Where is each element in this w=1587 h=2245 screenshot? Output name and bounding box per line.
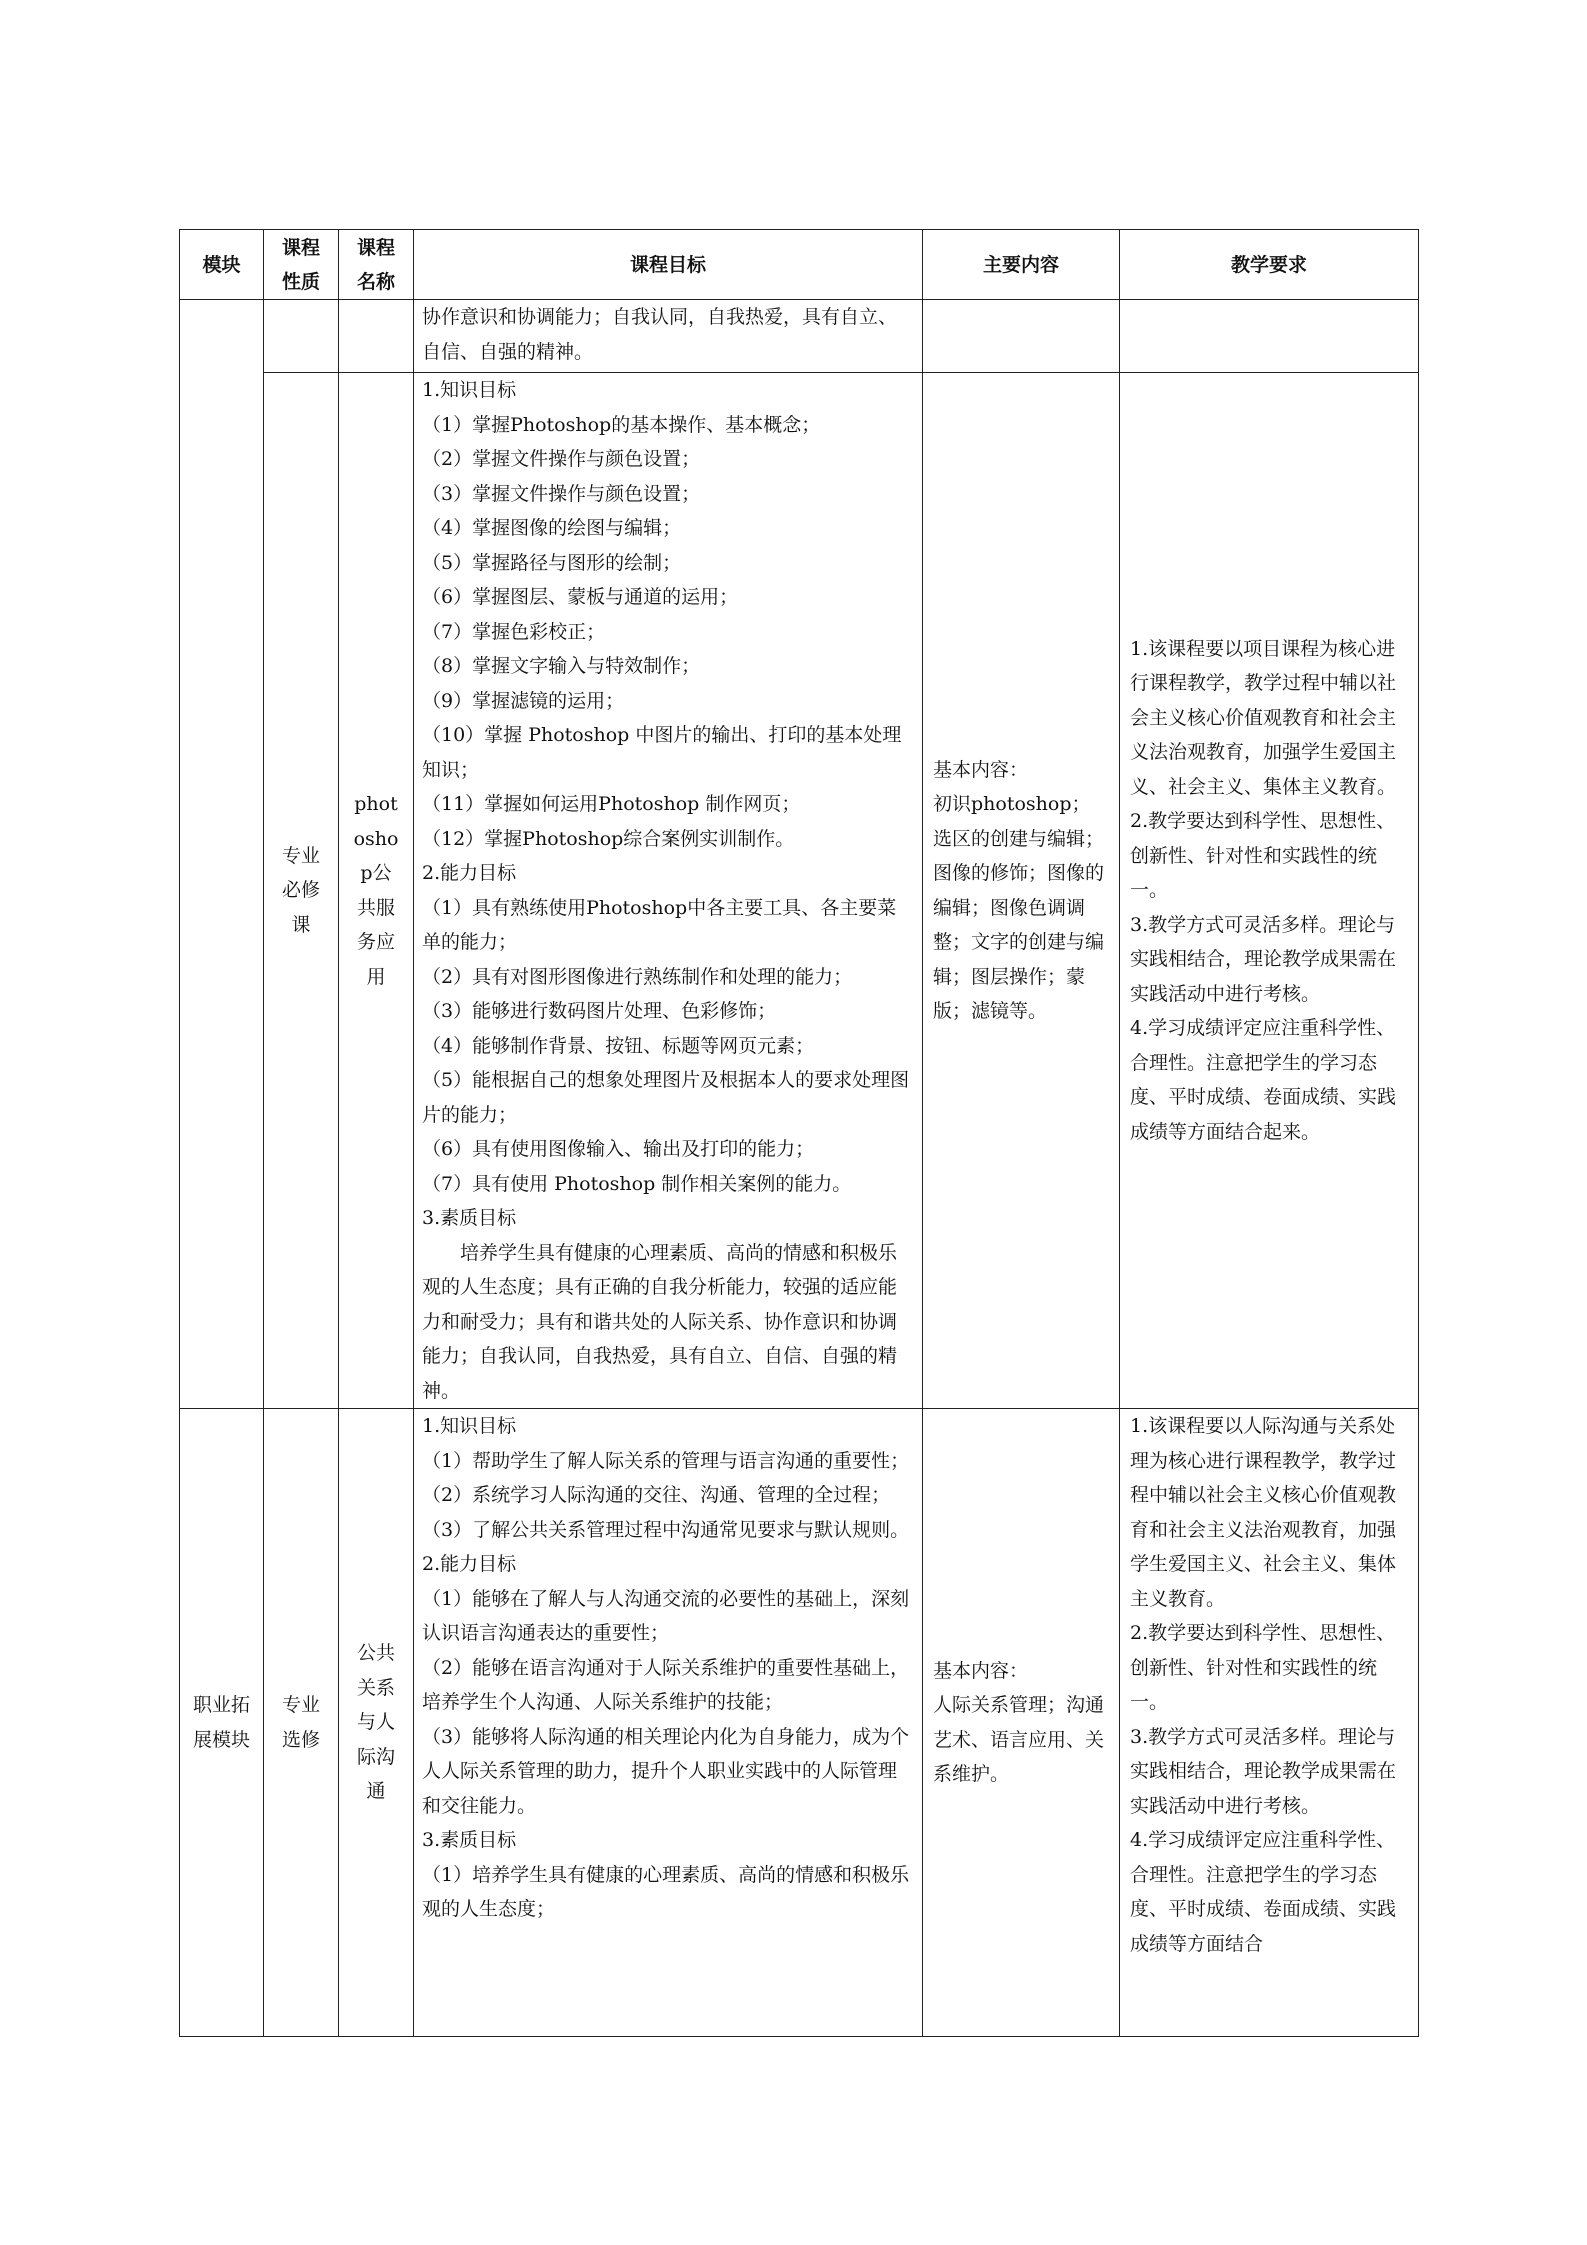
goal-line: 2.能力目标 [422, 1553, 517, 1575]
header-course-nature: 课程性质 [264, 230, 339, 300]
goal-paragraph: 培养学生具有健康的心理素质、高尚的情感和积极乐观的人生态度；具有正确的自我分析能力，较强的适应能力和耐受力；具有和谐共处的人际关系、协作意识和协调能力；自我认同，自我热爱，具有自立、自信、自强的精神。 [422, 1241, 898, 1402]
goal-line: （6）掌握图层、蒙板与通道的运用； [422, 586, 739, 608]
goal-line: （2）具有对图形图像进行熟练制作和处理的能力； [422, 965, 853, 988]
goal-line: （11）掌握如何运用Photoshop 制作网页； [422, 793, 801, 815]
curriculum-table [179, 229, 1419, 2037]
goal-line: （4）掌握图像的绘图与编辑； [422, 517, 682, 539]
requirement-item: 4.学习成绩评定应注重科学性、合理性。注意把学生的学习态度、平时成绩、卷面成绩、实践成绩等方面结合 [1130, 1829, 1397, 1955]
header-module: 模块 [180, 230, 264, 300]
content-cell [923, 373, 1120, 1409]
course-name-cell: 公共关系与人际沟通 [339, 1409, 414, 2037]
goal-line: 3.素质目标 [422, 1207, 517, 1229]
goal-line: （4）能够制作背景、按钮、标题等网页元素； [422, 1034, 815, 1057]
requirement-item: 2.教学要达到科学性、思想性、创新性、针对性和实践性的统一。 [1130, 1622, 1396, 1713]
goal-line: （2）能够在语言沟通对于人际关系维护的重要性基础上，培养学生个人沟通、人际关系维护的技能； [422, 1656, 910, 1713]
requirement-cell [1120, 1409, 1419, 2037]
goal-line: （1）培养学生具有健康的心理素质、高尚的情感和积极乐观的人生态度； [422, 1863, 910, 1920]
module-cell: 职业拓展模块 [180, 1409, 264, 2037]
header-main-content: 主要内容 [923, 230, 1120, 300]
requirement-item: 3.教学方式可灵活多样。理论与实践相结合，理论教学成果需在实践活动中进行考核。 [1130, 913, 1397, 1005]
requirement-item: 1.该课程要以项目课程为核心进行课程教学，教学过程中辅以社会主义核心价值观教育和社会主义法治观教育，加强学生爱国主义、社会主义、集体主义教育。 [1130, 637, 1397, 798]
goal-line: （7）具有使用 Photoshop 制作相关案例的能力。 [422, 1172, 852, 1195]
goal-line: （1）能够在了解人与人沟通交流的必要性的基础上，深刻认识语言沟通表达的重要性； [422, 1587, 910, 1644]
header-course-name: 课程名称 [339, 230, 414, 300]
requirement-cell [1120, 373, 1419, 1409]
content-line: 基本内容： [933, 1659, 1029, 1682]
course-name-cell: photoshop公共服务应用 [339, 373, 414, 1409]
header-teaching-requirement: 教学要求 [1120, 230, 1419, 300]
goal-line: 1.知识目标 [422, 1415, 517, 1437]
module-cell-empty [180, 300, 264, 1409]
table-row [180, 1409, 1419, 2037]
content-list [933, 1654, 1109, 1792]
goal-line: （1）具有熟练使用Photoshop中各主要工具、各主要菜单的能力； [422, 896, 897, 953]
requirement-item: 1.该课程要以人际沟通与关系处理为核心进行课程教学，教学过程中辅以社会主义核心价值观教育和社会主义法治观教育，加强学生爱国主义、社会主义、集体主义教育。 [1130, 1415, 1397, 1610]
goal-line: （12）掌握Photoshop综合案例实训制作。 [422, 827, 795, 850]
goal-line: 1.知识目标 [422, 379, 517, 401]
goal-line: （8）掌握文字输入与特效制作； [422, 655, 701, 677]
course-nature-cell: 专业选修 [264, 1409, 339, 2037]
course-nature-cell: 专业必修课 [264, 373, 339, 1409]
goal-line: （10）掌握 Photoshop 中图片的输出、打印的基本处理知识； [422, 724, 902, 781]
goal-line: （7）掌握色彩校正； [422, 620, 606, 643]
name-cell-empty [339, 300, 414, 373]
goal-line: （2）系统学习人际沟通的交往、沟通、管理的全过程； [422, 1484, 891, 1506]
content-line: 初识photoshop；选区的创建与编辑；图像的修饰；图像的编辑；图像色调调整；文字的创建与编辑；图层操作；蒙版；滤镜等。 [933, 793, 1105, 1022]
goal-line: （1）掌握Photoshop的基本操作、基本概念； [422, 413, 821, 436]
requirement-item: 3.教学方式可灵活多样。理论与实践相结合，理论教学成果需在实践活动中进行考核。 [1130, 1725, 1397, 1817]
goal-list [422, 1409, 914, 1927]
goal-line: （5）能根据自己的想象处理图片及根据本人的要求处理图片的能力； [422, 1069, 910, 1126]
header-course-goal: 课程目标 [414, 230, 923, 300]
goal-line: （3）能够进行数码图片处理、色彩修饰； [422, 1000, 777, 1022]
goal-line: （5）掌握路径与图形的绘制； [422, 551, 682, 574]
content-cell-empty [923, 300, 1120, 373]
goal-line: （3）能够将人际沟通的相关理论内化为自身能力，成为个人人际关系管理的助力，提升个人职业实践中的人际管理和交往能力。 [422, 1725, 910, 1817]
goal-cell [414, 1409, 923, 2037]
goal-cell [414, 373, 923, 1409]
goal-line: （1）帮助学生了解人际关系的管理与语言沟通的重要性； [422, 1449, 910, 1472]
goal-line: （3）掌握文件操作与颜色设置； [422, 482, 701, 505]
requirement-list [1130, 1409, 1408, 1961]
table-row [180, 300, 1419, 373]
nature-cell-empty [264, 300, 339, 373]
content-list [933, 753, 1109, 1029]
content-line: 基本内容： [933, 758, 1029, 781]
goal-line: （9）掌握滤镜的运用； [422, 689, 625, 712]
goal-list [422, 373, 914, 1236]
requirement-cell-empty [1120, 300, 1419, 373]
goal-line: （3）了解公共关系管理过程中沟通常见要求与默认规则。 [422, 1518, 910, 1541]
goal-line: （2）掌握文件操作与颜色设置； [422, 448, 701, 470]
table-header-row [180, 230, 1419, 300]
requirement-list [1130, 632, 1408, 1150]
goal-cell: 协作意识和协调能力；自我认同，自我热爱，具有自立、自信、自强的精神。 [414, 300, 923, 373]
goal-line: 3.素质目标 [422, 1829, 517, 1851]
content-cell [923, 1409, 1120, 2037]
requirement-item: 2.教学要达到科学性、思想性、创新性、针对性和实践性的统一。 [1130, 810, 1396, 902]
content-line: 人际关系管理；沟通艺术、语言应用、关系维护。 [933, 1694, 1105, 1785]
goal-line: （6）具有使用图像输入、输出及打印的能力； [422, 1138, 815, 1160]
table-row [180, 373, 1419, 1409]
requirement-item: 4.学习成绩评定应注重科学性、合理性。注意把学生的学习态度、平时成绩、卷面成绩、实践成绩等方面结合起来。 [1130, 1017, 1397, 1143]
goal-line: 2.能力目标 [422, 862, 517, 884]
